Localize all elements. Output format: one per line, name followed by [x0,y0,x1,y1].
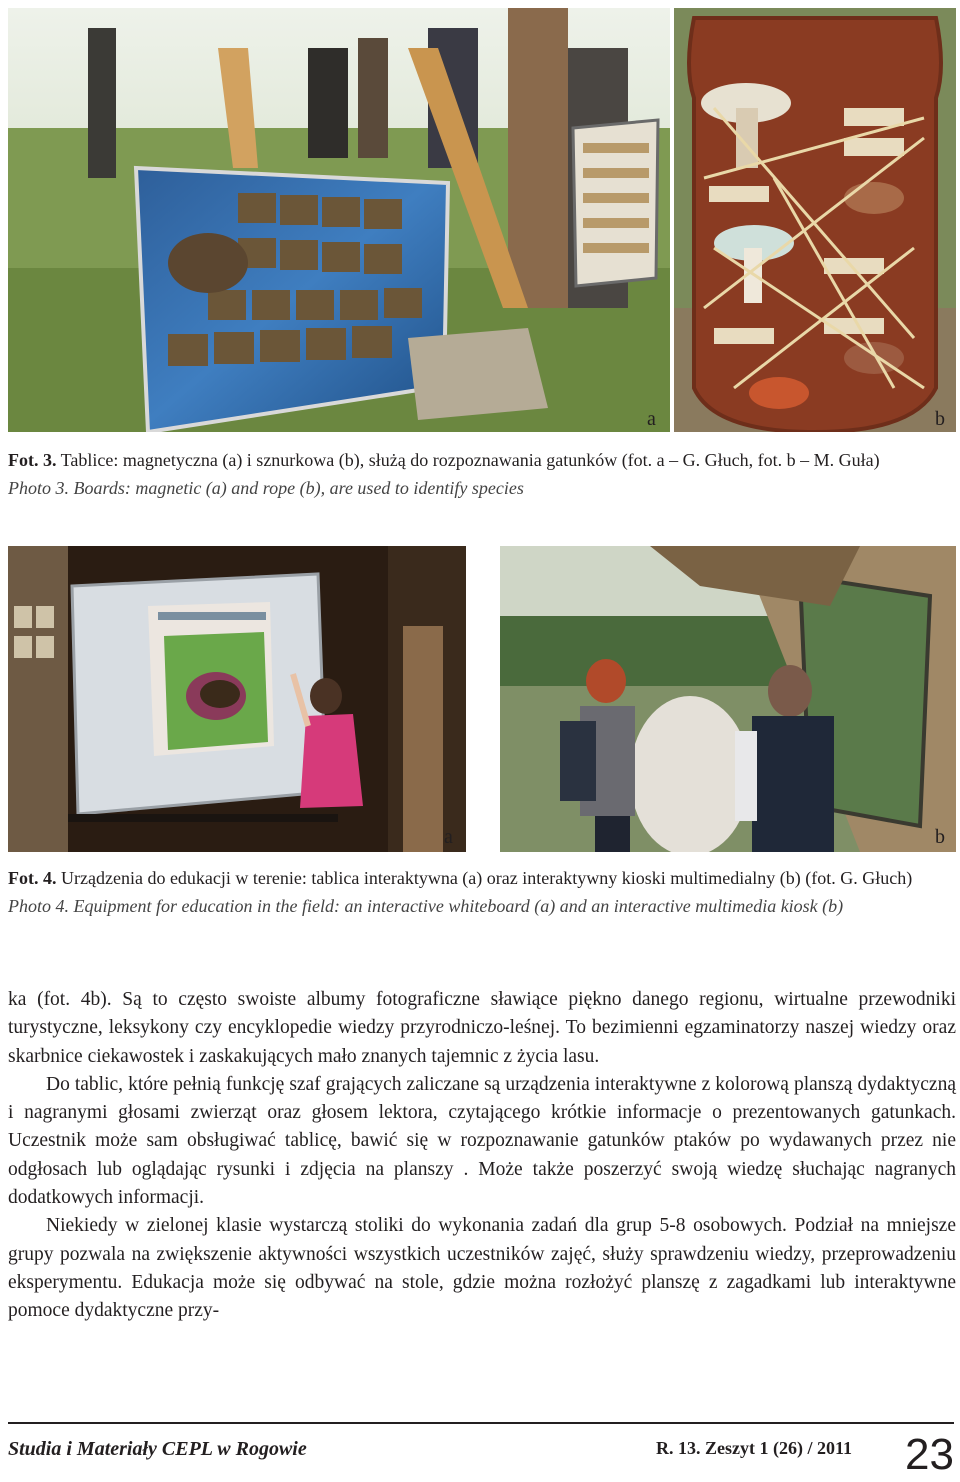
paragraph-3: Niekiedy w zielonej klasie wystarczą stoliki do wykonania zadań dla grup 5-8 osobowych. Podział na mniejsze grupy pozwala na zwiększenie aktywności wszystkich uczestników zajęć, służy sprawdzeniu wiedzy, przeprowadzeniu eksperymentu. Edukacja może się odbywać na stole, gdzie można rozłożyć planszę z zagadkami lub interaktywne pomoce dydaktyczne przy- [8,1215,956,1322]
photo-3-caption-en: Photo 3. Boards: magnetic (a) and rope (b), are used to identify species [8,478,524,498]
photo-3-caption-pl-text: Tablice: magnetyczna (a) i sznurkowa (b), służą do rozpoznawania gatunków (fot. a – G. Głuch, fot. b – M. Guła) [56,450,880,470]
photo-3b-rope-board [674,8,956,432]
photo-3-caption-lead: Fot. 3. [8,450,57,470]
paragraph-2: Do tablic, które pełnią funkcję szaf grających zaliczane są urządzenia interaktywne z kolorową planszą dydaktyczną i nagranymi głosami zwierząt oraz głosem lektora, czytającego krótkie informacje o prezentowanych gatunkach. Uczestnik może sam obsługiwać tablicę, bawić się w rozpoznawanie gatunków ptaków po wydawanych przez nie odgłosach lub oglądając rysunki i zdjęcia na planszy . Może także poszerzyć swoją wiedzę słuchając nagranych dodatkowych informacji. [8,1073,956,1209]
photo-3a-magnetic-board [8,8,670,432]
footer-rule [8,1422,954,1424]
photo-4-caption-lead: Fot. 4. [8,868,57,888]
issue-info: R. 13. Zeszyt 1 (26) / 2011 [656,1438,852,1458]
page-number: 23 [905,1430,954,1479]
photo-4-caption-pl-text: Urządzenia do edukacji w terenie: tablica interaktywna (a) oraz interaktywny kioski multimedialny (b) (fot. G. Głuch) [56,868,913,888]
photo-4a-whiteboard [8,546,466,852]
photo-4b-label: b [935,826,945,848]
photo-4b-kiosk [500,546,956,852]
photo-4-caption [8,866,956,918]
photo-4-caption-pl [8,866,956,890]
photo-3-caption [8,448,956,500]
photo-3a-label: a [647,408,656,430]
paragraph-1: ka (fot. 4b). Są to często swoiste albumy fotograficzne sławiące piękno danego regionu, wirtualne przewodniki turystyczne, leksykony czy encyklopedie wiedzy przyrodniczo-leśnej. To bezimienni egzaminatorzy naszej wiedzy oraz skarbnice ciekawostek i zaskakujących mało znanych tajemnic z życia lasu. [8,989,956,1067]
photo-4a-label: a [444,826,453,848]
photo-3-caption-pl [8,448,956,472]
photo-3b-label: b [935,408,945,430]
journal-title: Studia i Materiały CEPL w Rogowie [8,1438,307,1460]
body-text [8,986,956,1326]
photo-4-caption-en: Photo 4. Equipment for education in the field: an interactive whiteboard (a) and an interactive multimedia kiosk (b) [8,896,844,916]
